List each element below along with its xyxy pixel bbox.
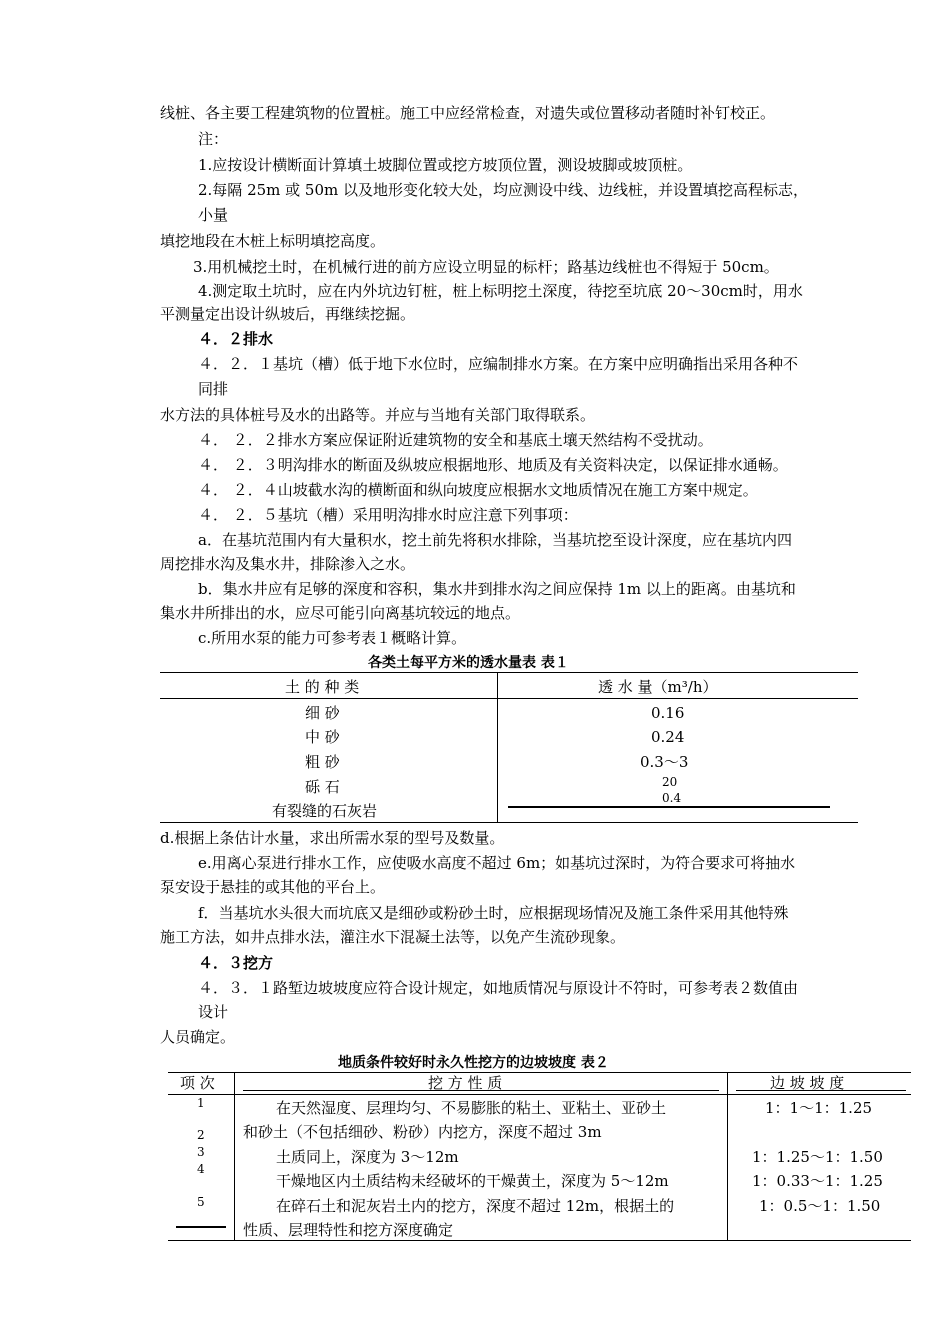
paragraph-line: 线桩、各主要工程建筑物的位置桩。施工中应经常检查，对遗失或位置移动者随时补钉校正。 [160, 104, 776, 122]
table2-nature-line: 在碎石土和泥灰岩土内的挖方，深度不超过 12m，根据土的 [276, 1197, 675, 1215]
table1-top-rule [160, 672, 858, 673]
paragraph-line: ４． ２．３明沟排水的断面及纵坡应根据地形、地质及有关资料决定，以保证排水通畅。 [198, 456, 788, 474]
paragraph-line: 施工方法，如井点排水法，灌注水下混凝土法等，以免产生流砂现象。 [160, 928, 626, 946]
paragraph-line: f．当基坑水头很大而坑底又是细砂或粉砂土时，应根据现场情况及施工条件采用其他特殊 [198, 904, 789, 922]
table2-nature-line: 和砂土（不包括细砂、粉砂）内挖方，深度不超过 3m [243, 1123, 602, 1141]
table2-header-nature: 挖 方 性 质 [428, 1074, 503, 1092]
table2-header-rule [168, 1094, 911, 1095]
table1-cell-soil: 有裂缝的石灰岩 [272, 802, 378, 820]
paragraph-line: 集水井所排出的水，应尽可能引向离基坑较远的地点。 [160, 604, 521, 622]
paragraph-line: ４． ２．２排水方案应保证附近建筑物的安全和基底土壤天然结构不受扰动。 [198, 431, 713, 449]
table1-cell-soil: 中 砂 [305, 728, 340, 746]
table1-cell-soil: 粗 砂 [305, 753, 340, 771]
table2-header-slope: 边 坡 坡 度 [770, 1074, 845, 1092]
table2-nature-line: 土质同上，深度为 3～12m [276, 1148, 459, 1166]
paragraph-line: 周挖排水沟及集水井，排除渗入之水。 [160, 555, 416, 573]
table2-header-item: 项 次 [180, 1074, 215, 1092]
paragraph-line: 水方法的具体桩号及水的出路等。并应与当地有关部门取得联系。 [160, 406, 596, 424]
table1-title: 各类土每平方米的透水量表 表１ [368, 655, 569, 671]
table2-bottom-rule [168, 1240, 911, 1241]
table1-inner-rule [508, 806, 830, 808]
table2-item-number: 2 [197, 1128, 205, 1142]
paragraph-line: ４．２．１基坑（槽）低于地下水位时，应编制排水方案。在方案中应明确指出采用各种不 [198, 355, 799, 373]
section-heading: ４．２排水 [198, 330, 274, 348]
table1-cell-value: 0.24 [651, 728, 685, 746]
table1-cell-soil: 砾 石 [305, 778, 340, 796]
table2-slope-value: 1：1.25～1：1.50 [752, 1148, 883, 1166]
paragraph-line: d.根据上条估计水量，求出所需水泵的型号及数量。 [160, 829, 505, 847]
paragraph-line: ４． ２．５基坑（槽）采用明沟排水时应注意下列事项： [198, 506, 578, 524]
note-heading: 注： [198, 130, 229, 148]
table2-item-number: 4 [197, 1162, 205, 1176]
table2-item-number: 5 [197, 1195, 205, 1209]
table2-item-number: 3 [197, 1145, 205, 1159]
table1-header-soil: 土 的 种 类 [285, 678, 360, 696]
table2-nature-line: 性质、层理特性和挖方深度确定 [243, 1221, 454, 1239]
paragraph-line: 同排 [198, 380, 229, 398]
paragraph-line: 填挖地段在木桩上标明填挖高度。 [160, 232, 386, 250]
table1-cell-soil: 细 砂 [305, 704, 340, 722]
paragraph-line: 泵安设于悬挂的或其他的平台上。 [160, 878, 386, 896]
paragraph-line: ４． ２．４山坡截水沟的横断面和纵向坡度应根据水文地质情况在施工方案中规定。 [198, 481, 758, 499]
paragraph-line: 3.用机械挖土时，在机械行进的前方应设立明显的标杆；路基边线桩也不得短于 50cm。 [193, 258, 779, 276]
table1-cell-value: 0.3～3 [640, 753, 689, 771]
table2-slope-value: 1：1～1：1.25 [765, 1099, 873, 1117]
table1-header-permeability: 透 水 量（m³/h） [598, 678, 718, 696]
paragraph-line: 2.每隔 25m 或 50m 以及地形变化较大处，均应测设中线、边线桩，并设置填挖高程标志， [198, 181, 809, 199]
paragraph-line: ４．３．１路堑边坡坡度应符合设计规定，如地质情况与原设计不符时，可参考表２数值由 [198, 979, 799, 997]
table2-slope-value: 1：0.5～1：1.50 [759, 1197, 881, 1215]
paragraph-line: a．在基坑范围内有大量积水，挖土前先将积水排除，当基坑挖至设计深度，应在基坑内四 [198, 531, 792, 549]
paragraph-line: 1.应按设计横断面计算填土坡脚位置或挖方坡顶位置，测设坡脚或坡顶桩。 [198, 156, 693, 174]
section-heading: ４．３挖方 [198, 954, 274, 972]
table1-cell-value: 0.4 [662, 791, 682, 805]
table2-nature-line: 干燥地区内土质结构未经破坏的干燥黄土，深度为 5～12m [276, 1172, 669, 1190]
table2-item-number: 1 [197, 1096, 205, 1110]
table2-nature-line: 在天然湿度、层理均匀、不易膨胀的粘土、亚粘土、亚砂土 [276, 1099, 667, 1117]
table1-cell-value: 0.16 [651, 704, 685, 722]
table2-column-divider [727, 1072, 728, 1241]
table1-column-divider [497, 672, 498, 823]
paragraph-line: 设计 [198, 1003, 229, 1021]
paragraph-line: e.用离心泵进行排水工作，应使吸水高度不超过 6m；如基坑过深时，为符合要求可将抽水 [198, 854, 796, 872]
table2-item-rule [176, 1226, 226, 1228]
table2-slope-value: 1：0.33～1：1.25 [752, 1172, 883, 1190]
table2-column-divider [234, 1072, 235, 1241]
paragraph-line: 平测量定出设计纵坡后，再继续挖掘。 [160, 305, 416, 323]
paragraph-line: c.所用水泵的能力可参考表１概略计算。 [198, 629, 467, 647]
table1-cell-value: 20 [662, 775, 678, 789]
table1-bottom-rule [160, 822, 858, 823]
table1-header-rule [160, 698, 858, 699]
table2-title: 地质条件较好时永久性挖方的边坡坡度 表２ [338, 1055, 609, 1071]
paragraph-line: 4.测定取土坑时，应在内外坑边钉桩，桩上标明挖土深度，待挖至坑底 20～30cm时，用水 [198, 282, 803, 300]
paragraph-line: b．集水井应有足够的深度和容积，集水井到排水沟之间应保持 1m 以上的距离。由基坑和 [198, 580, 796, 598]
paragraph-line: 小量 [198, 206, 229, 224]
paragraph-line: 人员确定。 [160, 1028, 236, 1046]
